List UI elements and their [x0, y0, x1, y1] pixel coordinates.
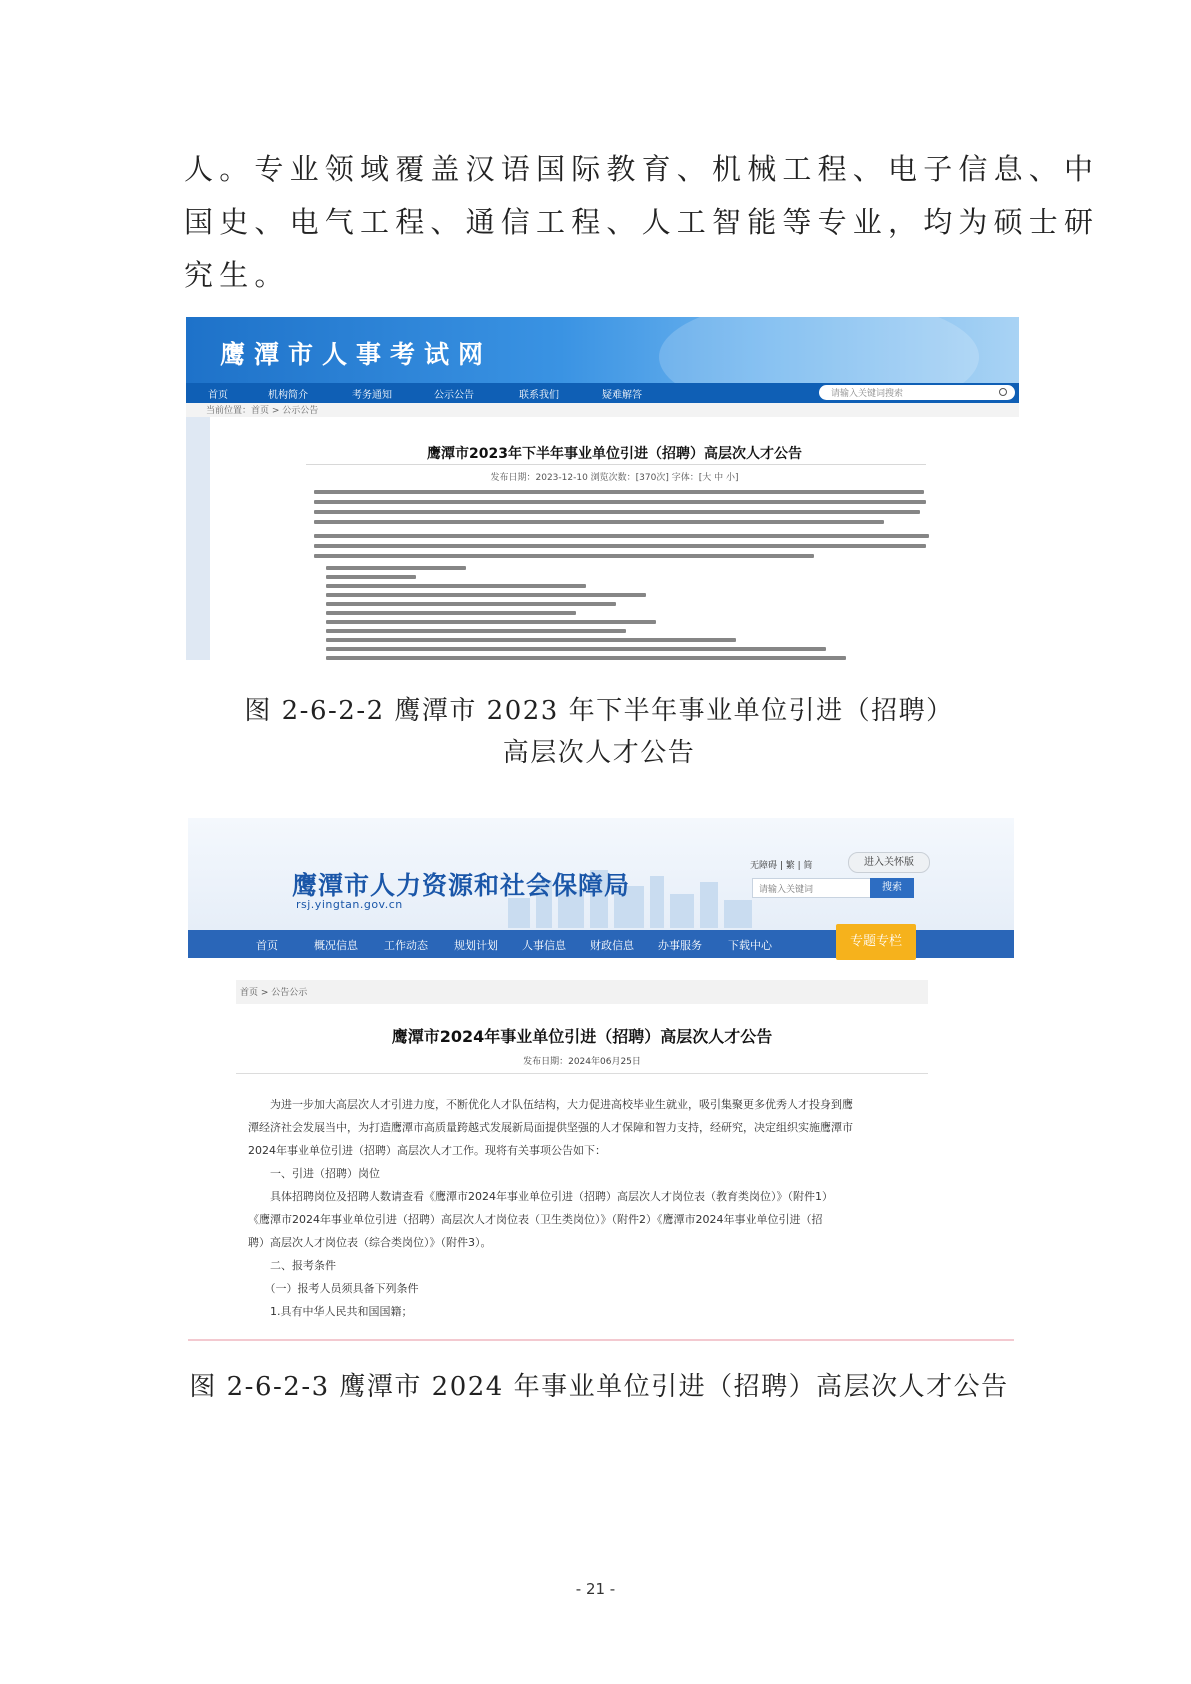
care-mode-button[interactable]: 进入关怀版 — [848, 852, 930, 873]
body-line: 一、引进（招聘）岗位 — [248, 1167, 380, 1180]
figure2-article-heading: 鹰潭市2024年事业单位引进（招聘）高层次人才公告 — [391, 1027, 773, 1046]
figure1-article-meta: 发布日期：2023-12-10 浏览次数：[370次] 字体：[大 中 小] — [490, 473, 739, 483]
figure1-nav-bar — [186, 383, 1019, 403]
figure1-article-heading: 鹰潭市2023年下半年事业单位引进（招聘）高层次人才公告 — [427, 446, 802, 462]
page-number: - 21 - — [575, 1580, 616, 1598]
figure1-banner — [186, 317, 1019, 383]
figure2-article-body — [248, 1093, 920, 1323]
figure2-publish-date: 发布日期：2024年06月25日 — [523, 1057, 641, 1067]
figure2-nav-item[interactable]: 人事信息 — [522, 939, 566, 952]
body-line: 《鹰潭市2024年事业单位引进（招聘）高层次人才岗位表（卫生类岗位）》（附件2）《鹰潭市2024年事业单位引进（招 — [248, 1213, 823, 1226]
figure1-nav-item[interactable]: 机构简介 — [268, 390, 308, 401]
body-line: 聘）高层次人才岗位表（综合类岗位）》（附件3）。 — [248, 1236, 492, 1249]
figure2-screenshot — [188, 818, 1014, 1342]
figure2-nav-item[interactable]: 首页 — [256, 939, 278, 952]
figure2-divider — [236, 1073, 928, 1074]
figure1-site-title: 鹰潭市人事考试网 — [220, 340, 493, 369]
figure1-screenshot — [186, 317, 1019, 660]
special-topics-tab[interactable]: 专题专栏 — [836, 924, 916, 960]
figure1-search-placeholder: 请输入关键词搜索 — [831, 389, 904, 399]
figure2-nav-item[interactable]: 办事服务 — [658, 939, 702, 952]
figure1-nav-item[interactable]: 公示公告 — [434, 390, 474, 401]
body-line: 1.具有中华人民共和国国籍； — [248, 1305, 413, 1318]
body-line: 具体招聘岗位及招聘人数请查看《鹰潭市2024年事业单位引进（招聘）高层次人才岗位表（教育类岗位）》（附件1） — [248, 1190, 833, 1203]
figure1-divider — [306, 464, 926, 465]
intro-line: 人。专业领域覆盖汉语国际教育、机械工程、电子信息、中 — [184, 152, 1100, 186]
figure2-header — [188, 818, 1014, 930]
search-icon[interactable] — [999, 388, 1007, 396]
figure2-site-url: rsj.yingtan.gov.cn — [296, 898, 403, 911]
figure1-search-input[interactable] — [819, 385, 1015, 400]
body-line: （一）报考人员须具备下列条件 — [248, 1282, 419, 1295]
figure1-breadcrumb: 当前位置：首页 > 公示公告 — [206, 406, 319, 416]
figure2-search-button[interactable]: 搜索 — [870, 878, 914, 898]
intro-paragraph — [184, 143, 1100, 302]
figure2-caption-text: 图 2-6-2-3 鹰潭市 2024 年事业单位引进（招聘）高层次人才公告 — [189, 1372, 1009, 1402]
figure2-nav-item[interactable]: 财政信息 — [590, 939, 634, 952]
figure1-nav-item[interactable]: 联系我们 — [519, 390, 559, 401]
figure1-nav-item[interactable]: 疑难解答 — [602, 390, 642, 401]
figure1-caption-line2: 高层次人才公告 — [502, 738, 696, 768]
body-line: 二、报考条件 — [248, 1259, 336, 1272]
figure2-search-placeholder: 请输入关键词 — [759, 885, 814, 895]
figure2-bottom-line — [188, 1339, 1014, 1341]
figure2-nav-item[interactable]: 规划计划 — [454, 939, 498, 952]
body-line: 为进一步加大高层次人才引进力度，不断优化人才队伍结构，大力促进高校毕业生就业，吸引集聚更多优秀人才投身到鹰 — [248, 1098, 853, 1111]
figure2-nav-item[interactable]: 工作动态 — [384, 939, 428, 952]
figure1-caption — [184, 690, 1014, 774]
figure1-nav-item[interactable]: 考务通知 — [352, 390, 392, 401]
figure2-top-links[interactable]: 无障碍 | 繁 | 简 — [750, 861, 813, 871]
body-line: 潭经济社会发展当中，为打造鹰潭市高质量跨越式发展新局面提供坚强的人才保障和智力支持，经研究，决定组织实施鹰潭市 — [248, 1121, 853, 1134]
intro-line: 国史、电气工程、通信工程、人工智能等专业，均为硕士研 — [184, 205, 1100, 239]
figure2-breadcrumb-bar — [236, 980, 928, 1004]
figure1-nav-item[interactable]: 首页 — [208, 390, 228, 401]
figure2-nav-item[interactable]: 下载中心 — [728, 939, 772, 952]
figure1-side-strip — [186, 417, 210, 660]
intro-line: 究生。 — [184, 258, 290, 292]
figure1-caption-line1: 图 2-6-2-2 鹰潭市 2023 年下半年事业单位引进（招聘） — [244, 696, 954, 726]
figure1-breadcrumb-bar — [186, 403, 1019, 417]
figure2-nav-item[interactable]: 概况信息 — [314, 939, 358, 952]
figure2-breadcrumb[interactable]: 首页 > 公告公示 — [240, 988, 308, 998]
figure2-site-title: 鹰潭市人力资源和社会保障局 — [292, 871, 631, 900]
figure2-search-input[interactable] — [752, 878, 871, 898]
body-line: 2024年事业单位引进（招聘）高层次人才工作。现将有关事项公告如下： — [248, 1144, 606, 1157]
figure2-caption — [184, 1366, 1014, 1408]
